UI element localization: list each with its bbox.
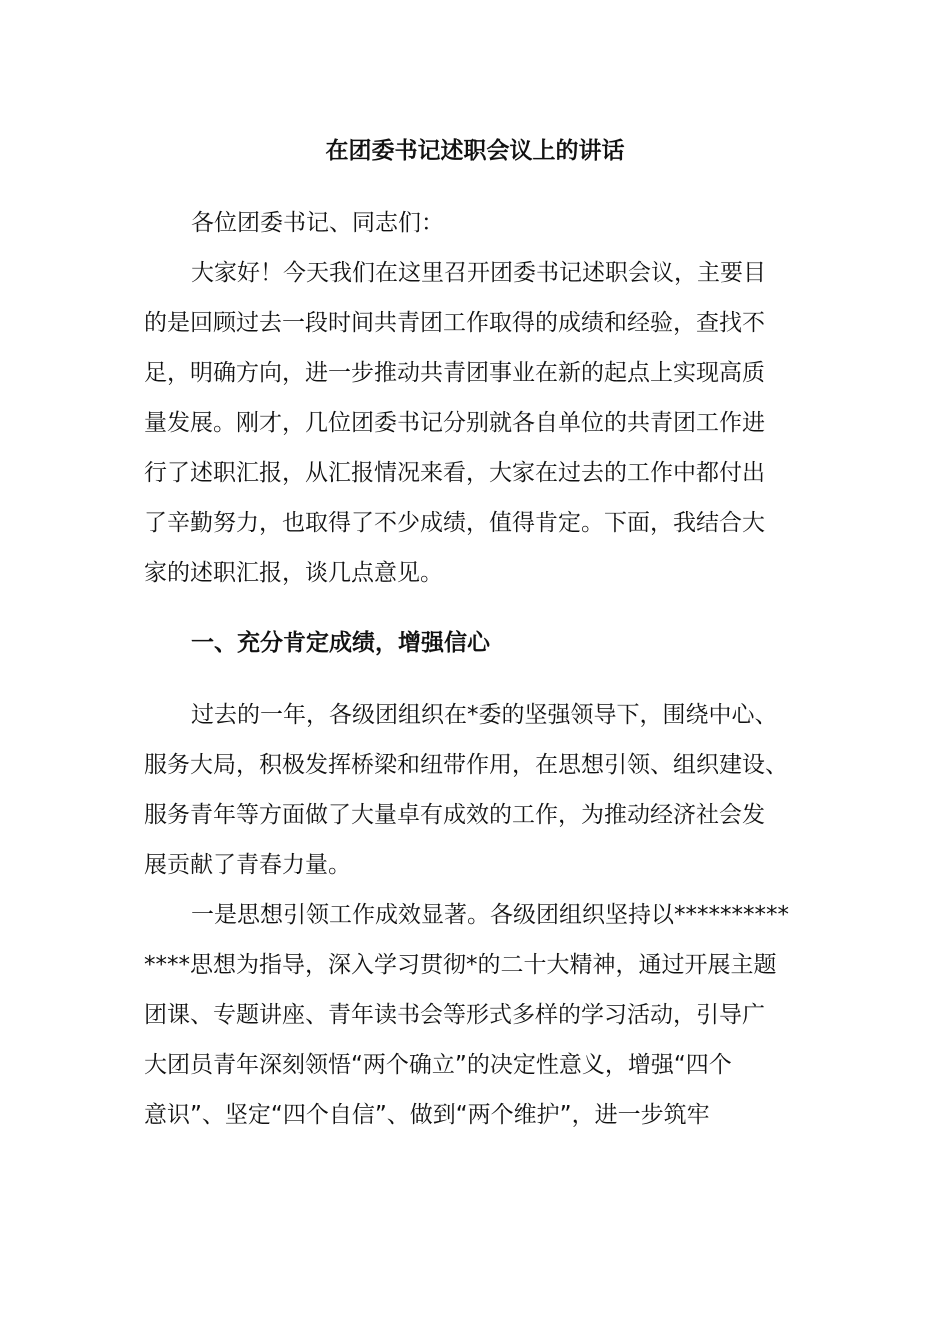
paragraph-line: 行了述职汇报，从汇报情况来看，大家在过去的工作中都付出 xyxy=(144,460,765,486)
section-heading: 一、充分肯定成绩，增强信心 xyxy=(191,630,490,656)
paragraph-line: 的是回顾过去一段时间共青团工作取得的成绩和经验，查找不 xyxy=(144,310,765,336)
paragraph-line: 足，明确方向，进一步推动共青团事业在新的起点上实现高质 xyxy=(144,360,765,386)
paragraph-line: 服务青年等方面做了大量卓有成效的工作，为推动经济社会发 xyxy=(144,802,765,828)
paragraph-opening xyxy=(144,248,814,598)
paragraph-line: 服务大局，积极发挥桥梁和纽带作用，在思想引领、组织建设、 xyxy=(144,752,788,778)
paragraph-line: 意识”、坚定“四个自信”、做到“两个维护”，进一步筑牢 xyxy=(144,1102,710,1128)
paragraph-line: 家的述职汇报，谈几点意见。 xyxy=(144,560,443,586)
paragraph-ideology xyxy=(144,890,814,1140)
paragraph-line: 展贡献了青春力量。 xyxy=(144,852,351,878)
paragraph-line: ****思想为指导，深入学习贯彻*的二十大精神，通过开展主题 xyxy=(144,952,777,978)
paragraph-line: 过去的一年，各级团组织在*委的坚强领导下，围绕中心、 xyxy=(191,702,778,728)
paragraph-line: 大团员青年深刻领悟“两个确立”的决定性意义，增强“四个 xyxy=(144,1052,732,1078)
paragraph-achievements xyxy=(144,690,814,890)
paragraph-line: 一是思想引领工作成效显著。各级团组织坚持以********** xyxy=(191,902,789,928)
paragraph-line: 大家好！今天我们在这里召开团委书记述职会议，主要目 xyxy=(191,260,766,286)
paragraph-line: 量发展。刚才，几位团委书记分别就各自单位的共青团工作进 xyxy=(144,410,765,436)
greeting: 各位团委书记、同志们： xyxy=(191,210,444,236)
paragraph-line: 了辛勤努力，也取得了不少成绩，值得肯定。下面，我结合大 xyxy=(144,510,765,536)
paragraph-line: 团课、专题讲座、青年读书会等形式多样的学习活动，引导广 xyxy=(144,1002,765,1028)
document-title: 在团委书记述职会议上的讲话 xyxy=(325,138,625,164)
